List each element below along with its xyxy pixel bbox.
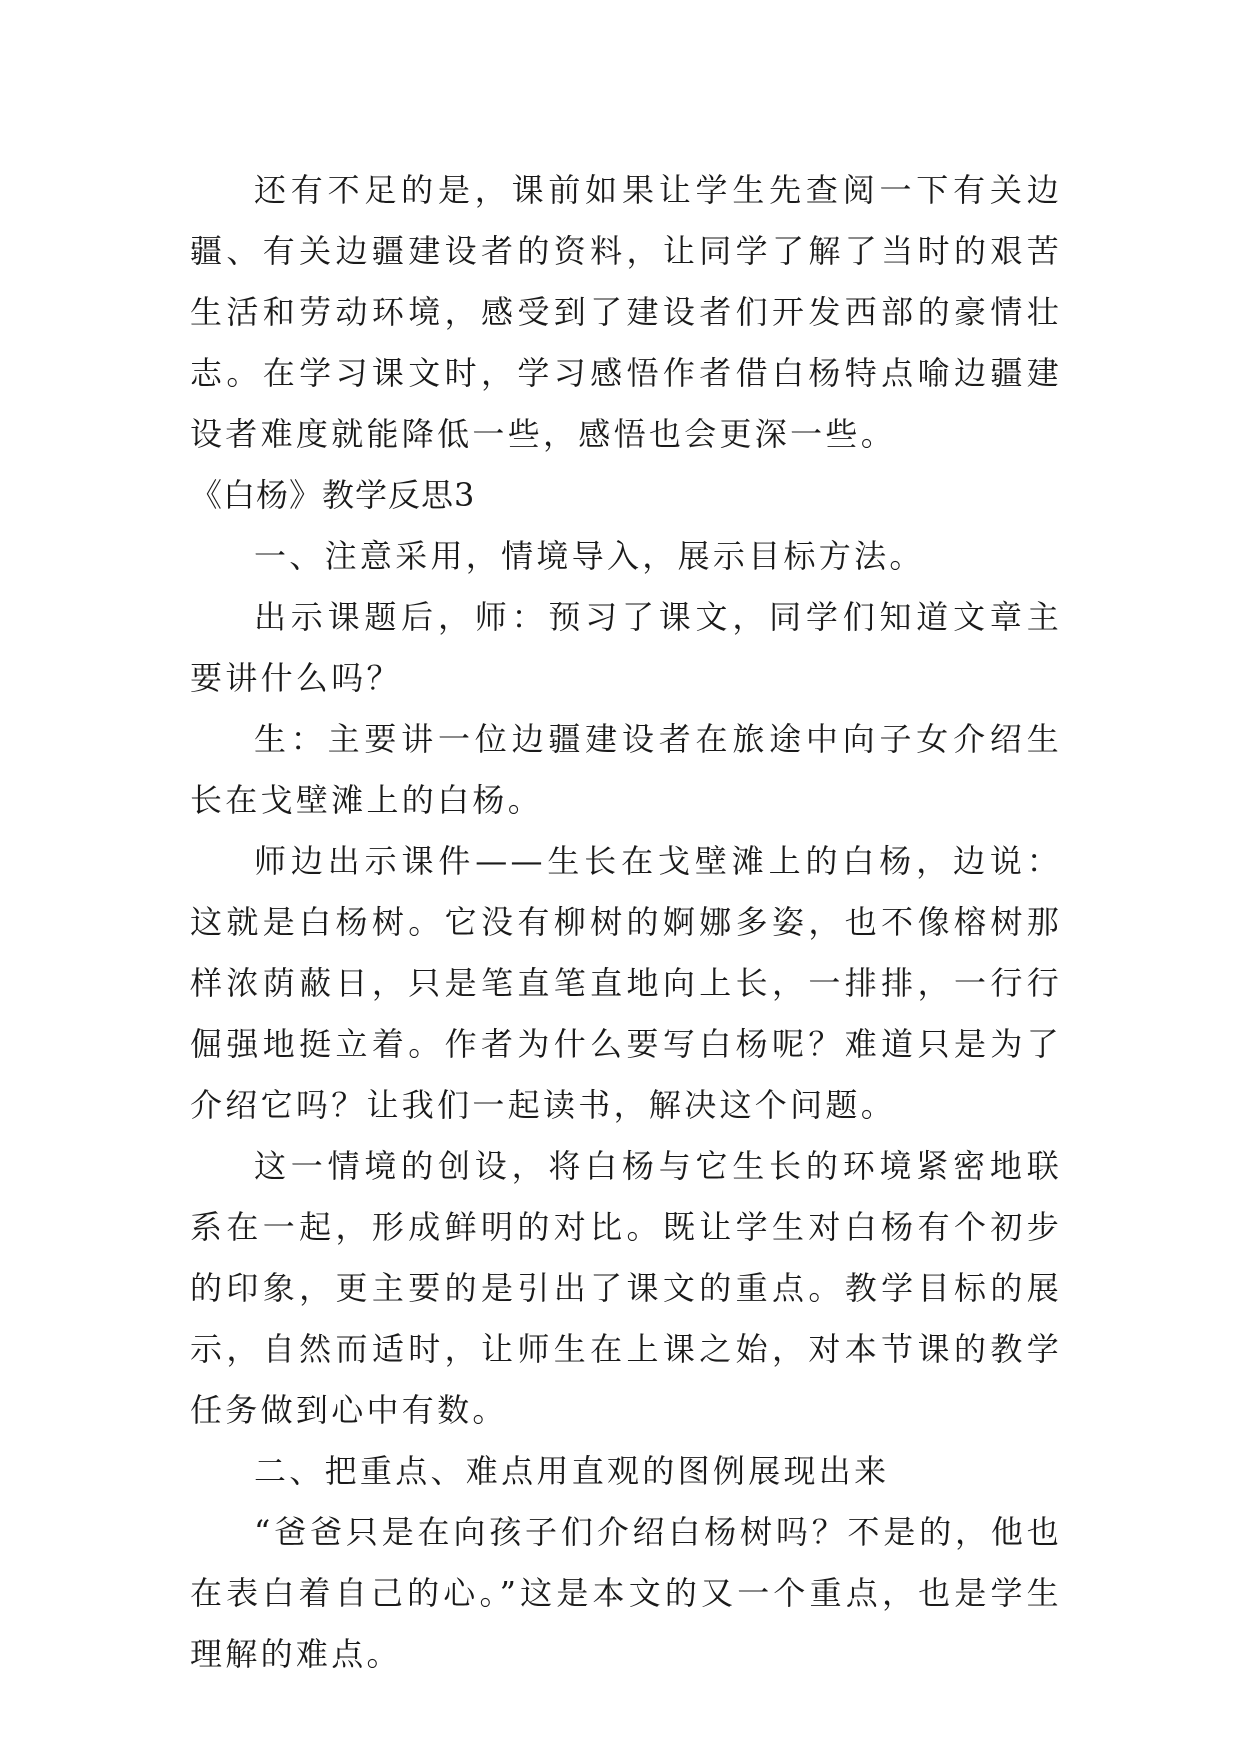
paragraph-point-one: 一、注意采用，情境导入，展示目标方法。 xyxy=(254,537,925,575)
paragraph-key-difficulty: “爸爸只是在向孩子们介绍白杨树吗？不是的，他也在表白着自己的心。”这是本文的又一个重点，也是学生理解的难点。 xyxy=(190,1513,1062,1673)
paragraph-teacher-courseware: 师边出示课件——生长在戈壁滩上的白杨，边说：这就是白杨树。它没有柳树的婀娜多姿，也不像榕树那样浓荫蔽日，只是笔直笔直地向上长，一排排，一行行倔强地挺立着。作者为什么要写白杨呢？难道只是为了介绍它吗？让我们一起读书，解决这个问题。 xyxy=(190,842,1062,1124)
paragraph-teacher-question: 出示课题后，师：预习了课文，同学们知道文章主要讲什么吗？ xyxy=(190,598,1062,697)
document-body xyxy=(190,160,1062,1685)
paragraph-point-two: 二、把重点、难点用直观的图例展现出来 xyxy=(254,1452,890,1490)
paragraph-situation-analysis: 这一情境的创设，将白杨与它生长的环境紧密地联系在一起，形成鲜明的对比。既让学生对白杨有个初步的印象，更主要的是引出了课文的重点。教学目标的展示，自然而适时，让师生在上课之始，对本节课的教学任务做到心中有数。 xyxy=(190,1147,1062,1429)
paragraph-reflection-shortcoming: 还有不足的是，课前如果让学生先查阅一下有关边疆、有关边疆建设者的资料，让同学了解了当时的艰苦生活和劳动环境，感受到了建设者们开发西部的豪情壮志。在学习课文时，学习感悟作者借白杨特点喻边疆建设者难度就能降低一些，感悟也会更深一些。 xyxy=(190,171,1062,453)
section-heading: 《白杨》教学反思3 xyxy=(190,476,476,514)
paragraph-student-answer: 生：主要讲一位边疆建设者在旅途中向子女介绍生长在戈壁滩上的白杨。 xyxy=(190,720,1062,819)
